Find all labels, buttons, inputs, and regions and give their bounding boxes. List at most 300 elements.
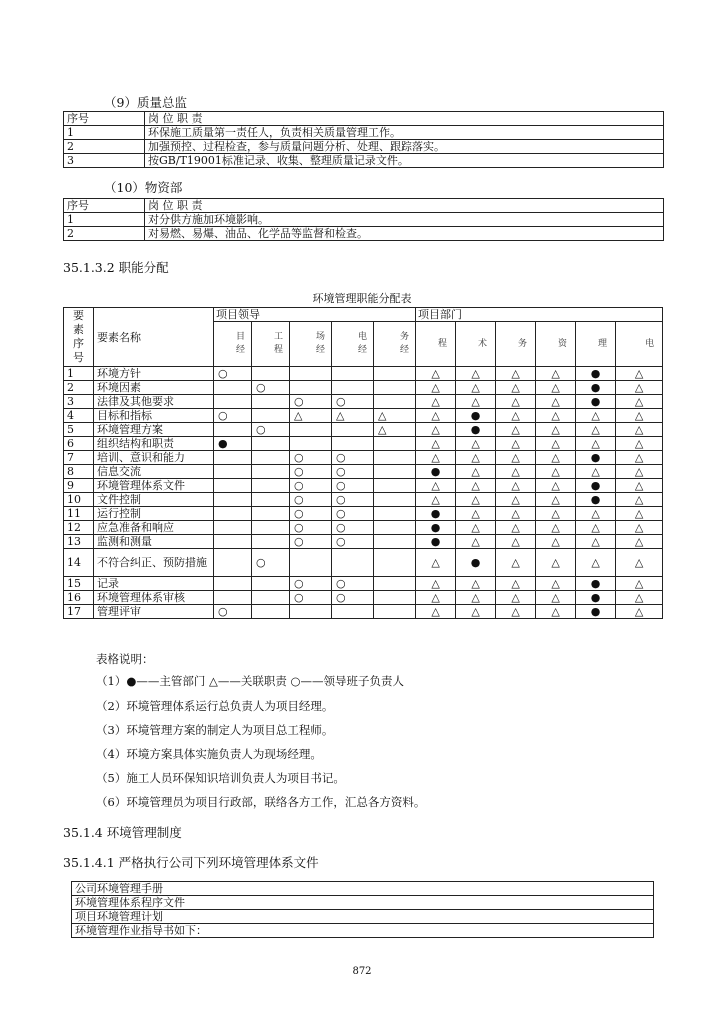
responsibility-mark: △	[496, 395, 536, 409]
page-number: 872	[352, 966, 372, 977]
element-name: 管理评审	[94, 605, 214, 619]
responsibility-mark	[374, 535, 416, 549]
responsibility-mark: ○	[332, 577, 374, 591]
responsibility-mark	[374, 367, 416, 381]
responsibility-mark: △	[496, 577, 536, 591]
materials-dept-table	[63, 198, 664, 241]
responsibility-mark: ○	[290, 591, 332, 605]
responsibility-mark: ○	[252, 549, 290, 577]
responsibility-mark: ●	[416, 507, 456, 521]
responsibility-mark: ●	[416, 535, 456, 549]
responsibility-mark: △	[616, 395, 663, 409]
header-char: 序	[73, 337, 84, 350]
responsibility-mark: △	[416, 591, 456, 605]
note-item: （5）施工人员环保知识培训负责人为项目书记。	[96, 771, 345, 785]
table-row	[64, 591, 663, 605]
responsibility-mark	[214, 423, 252, 437]
responsibility-mark	[374, 451, 416, 465]
element-name: 目标和指标	[94, 409, 214, 423]
section-heading-system-documents: 35.1.4.1 严格执行公司下列环境管理体系文件	[63, 855, 319, 870]
element-name: 记录	[94, 577, 214, 591]
responsibility-mark: ○	[332, 465, 374, 479]
responsibility-mark: △	[496, 451, 536, 465]
header-char: 号	[73, 351, 84, 364]
responsibility-mark: ○	[332, 507, 374, 521]
responsibility-mark: △	[536, 367, 576, 381]
responsibility-mark	[374, 507, 416, 521]
element-number: 8	[64, 465, 94, 479]
responsibility-mark	[214, 591, 252, 605]
element-name: 信息交流	[94, 465, 214, 479]
leader-role-header: 目 经	[214, 322, 252, 367]
responsibility-mark	[290, 605, 332, 619]
department-header: 术	[456, 322, 496, 367]
leader-role-header: 场 经	[290, 322, 332, 367]
responsibility-mark: △	[416, 367, 456, 381]
list-item	[72, 910, 654, 924]
responsibility-mark: △	[290, 409, 332, 423]
section-10-title: （10）物资部	[104, 180, 183, 195]
responsibility-mark	[374, 521, 416, 535]
row-number: 2	[64, 227, 145, 241]
department-header: 理	[576, 322, 616, 367]
responsibility-mark: ●	[576, 493, 616, 507]
responsibility-mark	[252, 605, 290, 619]
responsibility-mark	[252, 409, 290, 423]
responsibility-mark: △	[456, 591, 496, 605]
table-row	[64, 465, 663, 479]
responsibility-mark: ●	[576, 451, 616, 465]
responsibility-mark	[252, 493, 290, 507]
responsibility-mark	[374, 395, 416, 409]
responsibility-mark: △	[536, 479, 576, 493]
element-name: 运行控制	[94, 507, 214, 521]
element-name: 不符合纠正、预防措施	[94, 549, 214, 577]
responsibility-mark: △	[456, 521, 496, 535]
responsibility-mark: △	[536, 507, 576, 521]
responsibility-mark: △	[536, 535, 576, 549]
responsibility-mark: △	[616, 409, 663, 423]
table-row	[64, 395, 663, 409]
responsibility-mark: ○	[332, 535, 374, 549]
responsibility-mark: ●	[576, 479, 616, 493]
responsibility-mark: △	[496, 493, 536, 507]
document-item: 项目环境管理计划	[72, 910, 654, 924]
responsibility-mark: △	[496, 465, 536, 479]
responsibility-mark: ○	[332, 479, 374, 493]
responsibility-mark	[374, 479, 416, 493]
responsibility-mark: △	[456, 507, 496, 521]
responsibility-mark: △	[616, 507, 663, 521]
element-name: 监测和测量	[94, 535, 214, 549]
responsibility-mark	[332, 437, 374, 451]
responsibility-mark: ○	[332, 451, 374, 465]
responsibility-mark: ●	[576, 605, 616, 619]
table-row	[64, 507, 663, 521]
responsibility-mark: △	[416, 409, 456, 423]
table-row	[64, 367, 663, 381]
note-item: （6）环境管理员为项目行政部，联络各方工作，汇总各方资料。	[96, 795, 426, 809]
responsibility-mark: △	[536, 521, 576, 535]
table-row	[64, 605, 663, 619]
responsibility-mark	[214, 451, 252, 465]
element-number: 7	[64, 451, 94, 465]
leader-role-header: 工 程	[252, 322, 290, 367]
responsibility-mark: △	[616, 465, 663, 479]
table-row	[64, 577, 663, 591]
responsibility-mark: ●	[456, 549, 496, 577]
responsibility-mark	[290, 549, 332, 577]
table-row	[64, 549, 663, 577]
responsibility-mark: △	[456, 465, 496, 479]
responsibility-mark: △	[536, 605, 576, 619]
responsibility-mark: △	[576, 437, 616, 451]
responsibility-mark: △	[616, 423, 663, 437]
element-name: 法律及其他要求	[94, 395, 214, 409]
responsibility-mark	[374, 465, 416, 479]
element-number: 11	[64, 507, 94, 521]
responsibility-mark: △	[456, 605, 496, 619]
section-9-title: （9）质量总监	[104, 95, 187, 110]
responsibility-mark	[332, 423, 374, 437]
responsibility-mark: ○	[290, 535, 332, 549]
responsibility-mark: ○	[290, 507, 332, 521]
responsibility-mark: △	[456, 395, 496, 409]
element-number: 14	[64, 549, 94, 577]
responsibility-mark	[290, 437, 332, 451]
section-heading-management-system: 35.1.4 环境管理制度	[63, 825, 182, 840]
responsibility-mark: △	[416, 493, 456, 507]
responsibility-mark	[214, 577, 252, 591]
list-item	[72, 896, 654, 910]
responsibility-mark: △	[536, 437, 576, 451]
responsibility-mark	[252, 465, 290, 479]
table-row	[64, 437, 663, 451]
note-item: （4）环境方案具体实施负责人为现场经理。	[96, 747, 322, 761]
responsibility-mark: △	[616, 605, 663, 619]
responsibility-mark: △	[616, 549, 663, 577]
document-item: 环境管理体系程序文件	[72, 896, 654, 910]
responsibility-mark	[374, 493, 416, 507]
responsibility-mark: △	[496, 521, 536, 535]
responsibility-mark	[374, 437, 416, 451]
responsibility-mark: ○	[290, 479, 332, 493]
responsibility-mark: △	[536, 423, 576, 437]
table-row	[64, 409, 663, 423]
responsibility-mark: △	[374, 423, 416, 437]
responsibility-mark	[252, 367, 290, 381]
responsibility-mark: ○	[290, 577, 332, 591]
responsibility-mark: ●	[416, 521, 456, 535]
table-row	[64, 126, 664, 140]
responsibility-mark: △	[456, 577, 496, 591]
duty-cell: 对易燃、易爆、油品、化学品等监督和检查。	[145, 227, 664, 241]
responsibility-mark: △	[616, 479, 663, 493]
responsibility-mark: △	[496, 507, 536, 521]
responsibility-mark	[374, 591, 416, 605]
table-row	[64, 479, 663, 493]
responsibility-mark: △	[536, 381, 576, 395]
responsibility-mark	[214, 535, 252, 549]
responsibility-mark: △	[496, 535, 536, 549]
element-number: 17	[64, 605, 94, 619]
element-number: 4	[64, 409, 94, 423]
responsibility-mark: △	[536, 409, 576, 423]
responsibility-mark	[332, 605, 374, 619]
responsibility-mark	[214, 479, 252, 493]
responsibility-mark	[214, 381, 252, 395]
department-header: 电	[616, 322, 663, 367]
responsibility-mark: △	[416, 605, 456, 619]
responsibility-mark	[252, 437, 290, 451]
responsibility-mark: ○	[214, 409, 252, 423]
element-name: 文件控制	[94, 493, 214, 507]
responsibility-mark: △	[456, 535, 496, 549]
responsibility-mark	[214, 493, 252, 507]
responsibility-mark: ○	[290, 521, 332, 535]
responsibility-mark	[332, 549, 374, 577]
table-row	[64, 227, 664, 241]
responsibility-mark	[374, 577, 416, 591]
header-cell: 序号	[64, 112, 145, 126]
responsibility-mark: △	[496, 423, 536, 437]
responsibility-mark: △	[576, 465, 616, 479]
leader-role-header: 务 经	[374, 322, 416, 367]
element-number: 2	[64, 381, 94, 395]
project-departments-header: 项目部门	[416, 308, 663, 322]
element-number: 5	[64, 423, 94, 437]
department-header: 务	[496, 322, 536, 367]
duty-cell: 加强预控、过程检查，参与质量问题分析、处理、跟踪落实。	[145, 140, 664, 154]
responsibility-mark: △	[536, 395, 576, 409]
header-char: 素	[73, 323, 84, 336]
duty-cell: 环保施工质量第一责任人，负责相关质量管理工作。	[145, 126, 664, 140]
header-cell: 序号	[64, 199, 145, 213]
responsibility-mark: △	[536, 591, 576, 605]
responsibility-mark	[214, 521, 252, 535]
responsibility-mark: ●	[576, 381, 616, 395]
responsibility-mark	[252, 507, 290, 521]
responsibility-mark: ●	[576, 577, 616, 591]
responsibility-mark: ●	[456, 423, 496, 437]
element-name: 环境因素	[94, 381, 214, 395]
responsibility-mark: ○	[214, 367, 252, 381]
responsibility-mark: △	[416, 437, 456, 451]
responsibility-mark: ○	[290, 451, 332, 465]
table-row	[64, 154, 664, 168]
table-header-row	[64, 199, 664, 213]
row-number: 1	[64, 213, 145, 227]
table-row	[64, 140, 664, 154]
department-header: 资	[536, 322, 576, 367]
responsibility-mark: ●	[576, 367, 616, 381]
notes-title: 表格说明：	[96, 652, 154, 666]
responsibility-mark: △	[616, 493, 663, 507]
element-number-header	[64, 308, 94, 367]
responsibility-mark: △	[616, 451, 663, 465]
list-item	[72, 924, 654, 938]
responsibility-mark: ●	[576, 591, 616, 605]
responsibility-mark: △	[536, 451, 576, 465]
responsibility-mark	[374, 605, 416, 619]
quality-director-table	[63, 111, 664, 168]
responsibility-mark: △	[456, 493, 496, 507]
leader-role-header: 电 经	[332, 322, 374, 367]
row-number: 3	[64, 154, 145, 168]
responsibility-mark: △	[416, 381, 456, 395]
document-list-table	[71, 881, 654, 938]
note-item: （2）环境管理体系运行总负责人为项目经理。	[96, 699, 334, 713]
section-heading-function-allocation: 35.1.3.2 职能分配	[63, 260, 169, 275]
element-name-header: 要素名称	[94, 308, 214, 367]
element-name: 组织结构和职责	[94, 437, 214, 451]
responsibility-mark	[252, 521, 290, 535]
responsibility-mark: ●	[576, 395, 616, 409]
element-number: 10	[64, 493, 94, 507]
responsibility-mark: △	[576, 409, 616, 423]
responsibility-mark	[214, 549, 252, 577]
responsibility-mark	[290, 423, 332, 437]
table-header-row	[64, 112, 664, 126]
responsibility-mark: △	[616, 535, 663, 549]
responsibility-mark: △	[456, 479, 496, 493]
responsibility-mark	[214, 395, 252, 409]
header-cell: 岗 位 职 责	[145, 112, 664, 126]
responsibility-mark	[290, 381, 332, 395]
responsibility-mark: △	[416, 423, 456, 437]
table-header-row	[64, 308, 663, 322]
responsibility-mark: △	[616, 437, 663, 451]
responsibility-mark: △	[576, 535, 616, 549]
department-header: 程	[416, 322, 456, 367]
element-number: 1	[64, 367, 94, 381]
responsibility-mark: △	[374, 409, 416, 423]
responsibility-mark	[374, 381, 416, 395]
element-number: 13	[64, 535, 94, 549]
table-row	[64, 521, 663, 535]
responsibility-mark: ○	[332, 493, 374, 507]
project-leaders-header: 项目领导	[214, 308, 416, 322]
responsibility-mark: △	[416, 549, 456, 577]
responsibility-mark: △	[496, 437, 536, 451]
responsibility-mark	[252, 591, 290, 605]
responsibility-mark: △	[496, 549, 536, 577]
row-number: 1	[64, 126, 145, 140]
document-item: 公司环境管理手册	[72, 882, 654, 896]
responsibility-mark: △	[496, 367, 536, 381]
note-item: （1）●——主管部门 △——关联职责 ○——领导班子负责人	[96, 674, 405, 688]
note-item: （3）环境管理方案的制定人为项目总工程师。	[96, 723, 334, 737]
element-name: 环境管理体系文件	[94, 479, 214, 493]
responsibility-mark: △	[496, 409, 536, 423]
responsibility-mark: ○	[290, 465, 332, 479]
responsibility-mark: △	[536, 493, 576, 507]
responsibility-mark: △	[496, 381, 536, 395]
responsibility-mark: ●	[456, 409, 496, 423]
responsibility-mark: △	[456, 451, 496, 465]
responsibility-mark: △	[576, 549, 616, 577]
responsibility-mark: △	[616, 577, 663, 591]
function-allocation-table	[63, 307, 663, 619]
header-cell: 岗 位 职 责	[145, 199, 664, 213]
responsibility-mark: △	[616, 521, 663, 535]
responsibility-mark: △	[332, 409, 374, 423]
responsibility-mark	[252, 451, 290, 465]
responsibility-mark: △	[576, 507, 616, 521]
responsibility-mark: △	[576, 423, 616, 437]
element-number: 16	[64, 591, 94, 605]
responsibility-mark: △	[616, 367, 663, 381]
responsibility-mark: ○	[290, 395, 332, 409]
responsibility-mark: △	[416, 451, 456, 465]
element-name: 环境管理方案	[94, 423, 214, 437]
duty-cell: 对分供方施加环境影响。	[145, 213, 664, 227]
responsibility-mark: △	[416, 479, 456, 493]
responsibility-mark: △	[576, 521, 616, 535]
responsibility-mark: ○	[252, 381, 290, 395]
table-row	[64, 493, 663, 507]
element-number: 9	[64, 479, 94, 493]
responsibility-mark: △	[416, 577, 456, 591]
duty-cell: 按GB/T19001标准记录、收集、整理质量记录文件。	[145, 154, 664, 168]
responsibility-mark: △	[536, 465, 576, 479]
document-item: 环境管理作业指导书如下：	[72, 924, 654, 938]
responsibility-mark	[252, 479, 290, 493]
responsibility-mark: △	[536, 549, 576, 577]
element-number: 6	[64, 437, 94, 451]
element-number: 12	[64, 521, 94, 535]
responsibility-mark	[214, 507, 252, 521]
responsibility-mark: ●	[416, 465, 456, 479]
table-row	[64, 213, 664, 227]
table-row	[64, 423, 663, 437]
responsibility-mark	[332, 367, 374, 381]
responsibility-mark: ●	[214, 437, 252, 451]
responsibility-mark: ○	[332, 395, 374, 409]
responsibility-mark: ○	[252, 423, 290, 437]
table-caption: 环境管理职能分配表	[312, 292, 412, 305]
responsibility-mark: △	[536, 577, 576, 591]
responsibility-mark: △	[456, 367, 496, 381]
responsibility-mark: ○	[290, 493, 332, 507]
header-char: 要	[73, 309, 84, 322]
element-name: 环境方针	[94, 367, 214, 381]
responsibility-mark	[252, 577, 290, 591]
table-row	[64, 451, 663, 465]
responsibility-mark: ○	[332, 521, 374, 535]
responsibility-mark	[290, 367, 332, 381]
element-name: 应急准备和响应	[94, 521, 214, 535]
element-name: 培训、意识和能力	[94, 451, 214, 465]
responsibility-mark: △	[456, 437, 496, 451]
table-row	[64, 535, 663, 549]
element-number: 15	[64, 577, 94, 591]
table-row	[64, 381, 663, 395]
responsibility-mark: △	[496, 591, 536, 605]
responsibility-mark	[214, 465, 252, 479]
responsibility-mark	[374, 549, 416, 577]
responsibility-mark	[332, 381, 374, 395]
responsibility-mark: △	[496, 479, 536, 493]
responsibility-mark: △	[416, 395, 456, 409]
element-number: 3	[64, 395, 94, 409]
responsibility-mark	[252, 535, 290, 549]
responsibility-mark: △	[496, 605, 536, 619]
responsibility-mark	[252, 395, 290, 409]
responsibility-mark: △	[616, 381, 663, 395]
responsibility-mark: ○	[214, 605, 252, 619]
responsibility-mark: △	[616, 591, 663, 605]
